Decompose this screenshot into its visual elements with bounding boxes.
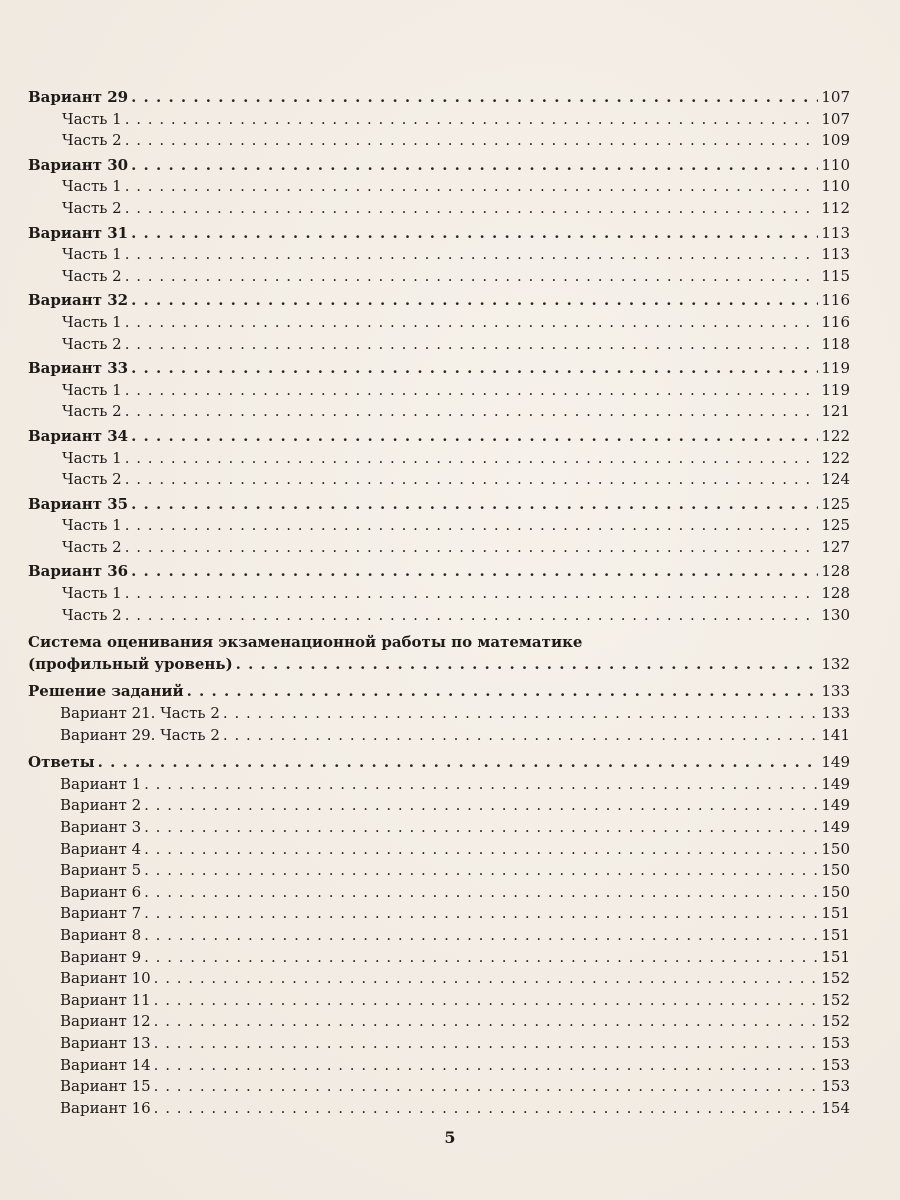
variant-entry[interactable] — [28, 494, 850, 516]
entry-label: Часть 1 — [62, 516, 122, 535]
answers-entry[interactable] — [28, 752, 850, 774]
dot-leader — [125, 198, 819, 220]
page-number: 150 — [821, 861, 850, 880]
page-number: 127 — [821, 537, 850, 556]
table-of-contents — [28, 87, 850, 1119]
variant-entry[interactable] — [28, 561, 850, 583]
page-number: 149 — [821, 818, 850, 836]
entry-label: Вариант 6 — [60, 882, 142, 901]
page-number: 116 — [821, 291, 850, 310]
page-number: 151 — [821, 947, 850, 966]
entry-label: Часть 2 — [62, 334, 122, 353]
page-number: 119 — [821, 380, 850, 399]
dot-leader — [223, 725, 818, 747]
dot-leader — [154, 1011, 819, 1033]
dot-leader — [131, 223, 818, 245]
answers-label: Ответы — [28, 753, 95, 772]
answer-entry[interactable] — [28, 882, 850, 904]
page-number: 149 — [821, 753, 850, 772]
dot-leader — [125, 401, 819, 423]
page-number: 149 — [821, 774, 850, 793]
page-footer-number: 5 — [444, 1128, 456, 1147]
entry-label: Вариант 1 — [60, 774, 142, 793]
page-number: 109 — [821, 131, 850, 150]
dot-leader — [144, 882, 818, 904]
entry-label: Часть 2 — [62, 131, 122, 150]
page-number: 125 — [821, 516, 850, 535]
variant-entry[interactable] — [28, 358, 850, 380]
grading-heading-line1: Система оценивания экзаменационной работы по математике — [28, 633, 583, 652]
part-entry[interactable] — [28, 605, 850, 627]
dot-leader — [125, 334, 819, 356]
dot-leader — [154, 990, 819, 1012]
entry-label: Вариант 9 — [60, 947, 142, 966]
dot-leader — [125, 130, 819, 152]
part-entry[interactable] — [28, 537, 850, 559]
page-number: 133 — [821, 682, 850, 701]
page-number: 133 — [821, 704, 850, 723]
page-number: 119 — [821, 359, 850, 378]
entry-label: Часть 1 — [62, 448, 122, 467]
page-number: 149 — [821, 796, 850, 815]
page-number: 122 — [821, 426, 850, 445]
page-number: 107 — [821, 88, 850, 106]
dot-leader — [125, 266, 819, 288]
entry-label: Вариант 14 — [60, 1055, 151, 1074]
answer-entry[interactable] — [28, 795, 850, 817]
part-entry[interactable] — [28, 130, 850, 152]
page-number: 115 — [821, 266, 850, 285]
entry-label: Часть 1 — [62, 312, 122, 331]
answer-entry[interactable] — [28, 1098, 850, 1120]
dot-leader — [131, 87, 818, 109]
page-number: 151 — [821, 904, 850, 923]
page-number: 141 — [821, 725, 850, 744]
answer-entry[interactable] — [28, 1055, 850, 1077]
part-entry[interactable] — [28, 380, 850, 402]
page-number: 154 — [821, 1098, 850, 1117]
answer-entry[interactable] — [28, 839, 850, 861]
entry-label: Вариант 35 — [28, 494, 129, 513]
page-number: 152 — [821, 1012, 850, 1031]
entry-label: Вариант 13 — [60, 1033, 151, 1052]
part-entry[interactable] — [28, 515, 850, 537]
dot-leader — [98, 752, 819, 774]
variant-entry[interactable] — [28, 426, 850, 448]
grading-heading-line2: (профильный уровень) — [28, 654, 233, 673]
answer-entry[interactable] — [28, 903, 850, 925]
page-number: 113 — [821, 223, 850, 242]
entry-label: Вариант 4 — [60, 839, 142, 858]
page-number: 116 — [821, 312, 850, 331]
part-entry[interactable] — [28, 401, 850, 423]
variant-entry[interactable] — [28, 290, 850, 312]
dot-leader — [154, 1055, 819, 1077]
entry-label: Вариант 31 — [28, 223, 129, 242]
dot-leader — [125, 448, 819, 470]
page-number: 153 — [821, 1077, 850, 1096]
dot-leader — [144, 925, 818, 947]
entry-label: Вариант 2 — [60, 796, 142, 815]
page-number: 110 — [821, 155, 850, 174]
dot-leader — [125, 469, 819, 491]
part-entry[interactable] — [28, 109, 850, 131]
answer-entry[interactable] — [28, 817, 850, 839]
part-entry[interactable] — [28, 312, 850, 334]
variant-entry[interactable] — [28, 87, 850, 109]
dot-leader — [187, 681, 819, 703]
entry-label: Вариант 29. Часть 2 — [60, 725, 220, 744]
entry-label: Часть 2 — [62, 402, 122, 421]
dot-leader — [236, 654, 819, 676]
dot-leader — [131, 358, 818, 380]
page-number: 150 — [821, 839, 850, 858]
part-entry[interactable] — [28, 448, 850, 470]
dot-leader — [131, 426, 818, 448]
entry-label: Вариант 12 — [60, 1012, 151, 1031]
solution-entry[interactable] — [28, 725, 850, 747]
entry-label: Вариант 34 — [28, 426, 129, 445]
entry-label: Вариант 5 — [60, 861, 142, 880]
answer-entry[interactable] — [28, 1011, 850, 1033]
entry-label: Часть 2 — [62, 605, 122, 624]
part-entry[interactable] — [28, 334, 850, 356]
dot-leader — [131, 494, 818, 516]
page-number: 128 — [821, 584, 850, 603]
page-number: 122 — [821, 448, 850, 467]
dot-leader — [154, 1033, 819, 1055]
entry-label: Вариант 8 — [60, 925, 142, 944]
dot-leader — [154, 1076, 819, 1098]
page-number: 124 — [821, 470, 850, 489]
entry-label: Часть 2 — [62, 470, 122, 489]
answer-entry[interactable] — [28, 860, 850, 882]
dot-leader — [131, 155, 818, 177]
entry-label: Часть 2 — [62, 198, 122, 217]
part-entry[interactable] — [28, 469, 850, 491]
dot-leader — [144, 903, 818, 925]
answers-items — [28, 774, 850, 1120]
entry-label: Часть 1 — [62, 380, 122, 399]
part-entry[interactable] — [28, 198, 850, 220]
entry-label: Вариант 30 — [28, 155, 129, 174]
page-number: 121 — [821, 402, 850, 421]
dot-leader — [125, 380, 819, 402]
entry-label: Вариант 7 — [60, 904, 142, 923]
solutions-entry[interactable] — [28, 681, 850, 703]
page-number: 118 — [821, 334, 850, 353]
page-number: 152 — [821, 990, 850, 1009]
page-number: 151 — [821, 925, 850, 944]
entry-label: Часть 1 — [62, 177, 122, 196]
dot-leader — [144, 774, 818, 796]
variant-entry[interactable] — [28, 155, 850, 177]
variants-section — [28, 87, 850, 626]
entry-label: Вариант 15 — [60, 1077, 151, 1096]
entry-label: Часть 1 — [62, 245, 122, 264]
grading-entry[interactable] — [28, 654, 850, 676]
variant-entry[interactable] — [28, 223, 850, 245]
dot-leader — [125, 176, 819, 198]
entry-label: Вариант 29 — [28, 88, 129, 106]
page-number: 132 — [821, 654, 850, 673]
dot-leader — [125, 312, 819, 334]
part-entry[interactable] — [28, 244, 850, 266]
answer-entry[interactable] — [28, 1076, 850, 1098]
entry-label: Вариант 36 — [28, 562, 129, 581]
answer-entry[interactable] — [28, 947, 850, 969]
dot-leader — [144, 860, 818, 882]
page-number: 130 — [821, 605, 850, 624]
entry-label: Вариант 11 — [60, 990, 151, 1009]
entry-label: Часть 2 — [62, 537, 122, 556]
dot-leader — [144, 817, 818, 839]
dot-leader — [144, 795, 818, 817]
page-number: 128 — [821, 562, 850, 581]
dot-leader — [125, 109, 819, 131]
page-number: 125 — [821, 494, 850, 513]
dot-leader — [125, 605, 819, 627]
dot-leader — [154, 968, 819, 990]
solutions-items — [28, 703, 850, 746]
solution-entry[interactable] — [28, 703, 850, 725]
part-entry[interactable] — [28, 583, 850, 605]
page-number: 113 — [821, 245, 850, 264]
page-number: 110 — [821, 177, 850, 196]
dot-leader — [125, 244, 819, 266]
dot-leader — [144, 947, 818, 969]
entry-label: Вариант 32 — [28, 291, 129, 310]
dot-leader — [125, 515, 819, 537]
answer-entry[interactable] — [28, 1033, 850, 1055]
dot-leader — [125, 583, 819, 605]
dot-leader — [154, 1098, 819, 1120]
dot-leader — [223, 703, 818, 725]
entry-label: Часть 1 — [62, 584, 122, 603]
entry-label: Часть 1 — [62, 109, 122, 128]
dot-leader — [131, 290, 818, 312]
entry-label: Вариант 33 — [28, 359, 129, 378]
page-number: 153 — [821, 1033, 850, 1052]
dot-leader — [144, 839, 818, 861]
page-number: 153 — [821, 1055, 850, 1074]
entry-label: Вариант 3 — [60, 818, 142, 836]
part-entry[interactable] — [28, 176, 850, 198]
answer-entry[interactable] — [28, 968, 850, 990]
part-entry[interactable] — [28, 266, 850, 288]
entry-label: Часть 2 — [62, 266, 122, 285]
answer-entry[interactable] — [28, 774, 850, 796]
answer-entry[interactable] — [28, 925, 850, 947]
entry-label: Вариант 16 — [60, 1098, 151, 1117]
answer-entry[interactable] — [28, 990, 850, 1012]
page-number: 107 — [821, 109, 850, 128]
entry-label: Вариант 10 — [60, 969, 151, 988]
dot-leader — [125, 537, 819, 559]
page-number: 152 — [821, 969, 850, 988]
solutions-label: Решение заданий — [28, 682, 184, 701]
page-number: 150 — [821, 882, 850, 901]
page-number: 112 — [821, 198, 850, 217]
dot-leader — [131, 561, 818, 583]
entry-label: Вариант 21. Часть 2 — [60, 704, 220, 723]
